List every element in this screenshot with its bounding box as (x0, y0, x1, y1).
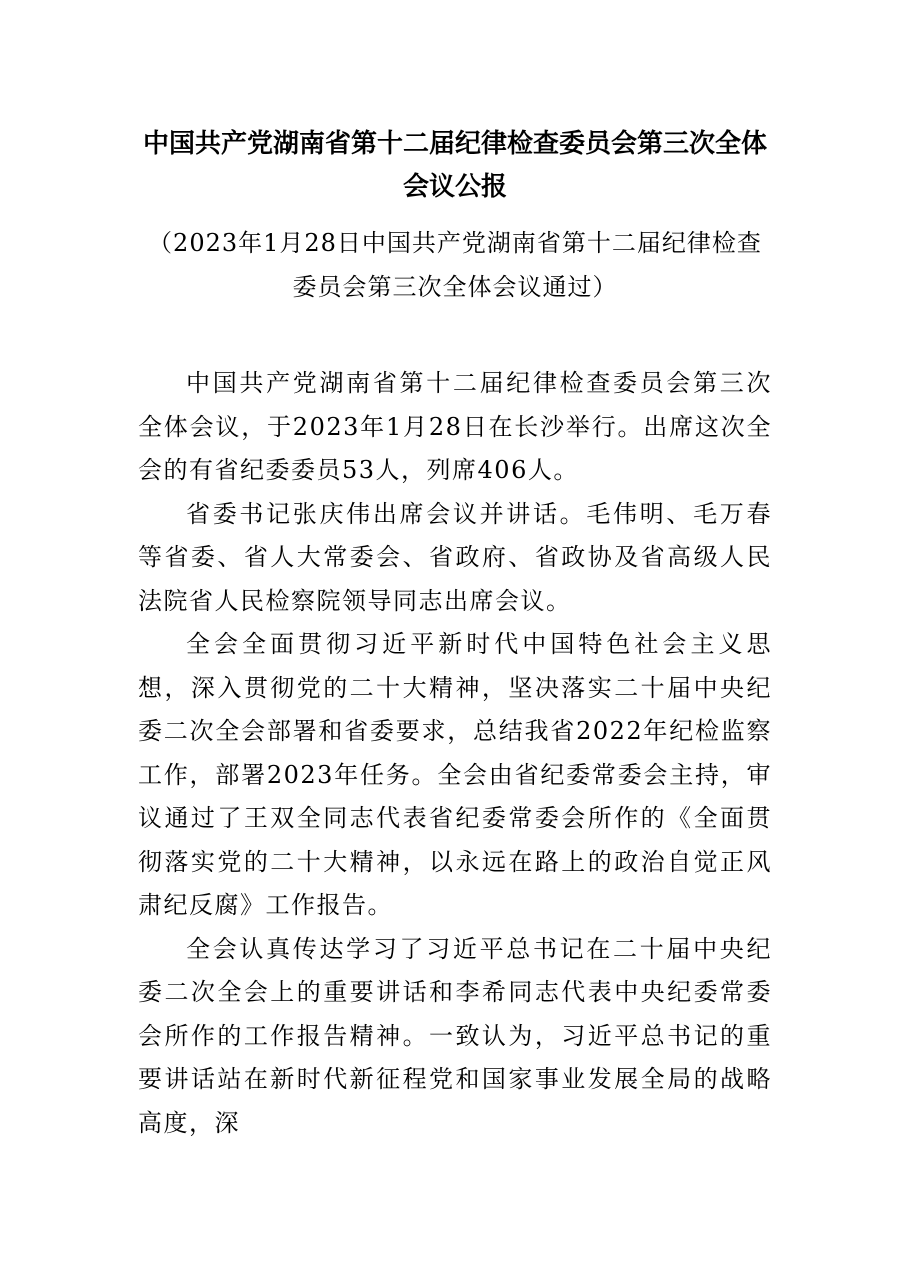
paragraph-meeting-info: 中国共产党湖南省第十二届纪律检查委员会第三次全体会议，于2023年1月28日在长沙举行。出席这次全会的有省纪委委员53人，列席406人。 (138, 369, 772, 484)
paragraph-work-report: 全会全面贯彻习近平新时代中国特色社会主义思想，深入贯彻党的二十大精神，坚决落实二十届中央纪委二次全会部署和省委要求，总结我省2022年纪检监察工作，部署2023年任务。全会由省纪委常委会主持，审议通过了王双全同志代表省纪委常委会所作的《全面贯彻落实党的二十大精神，以永远在路上的政治自觉正风肃纪反腐》工作报告。 (138, 630, 772, 919)
document-body (138, 362, 772, 1145)
document-subtitle: （2023年1月28日中国共产党湖南省第十二届纪律检查委员会第三次全体会议通过） (148, 229, 762, 301)
paragraph-attendance: 省委书记张庆伟出席会议并讲话。毛伟明、毛万春等省委、省人大常委会、省政府、省政协及省高级人民法院省人民检察院领导同志出席会议。 (138, 499, 772, 615)
paragraph-study: 全会认真传达学习了习近平总书记在二十届中央纪委二次全会上的重要讲话和李希同志代表中央纪委常委会所作的工作报告精神。一致认为，习近平总书记的重要讲话站在新时代新征程党和国家事业发展全局的战略高度，深 (138, 934, 772, 1137)
document-title: 中国共产党湖南省第十二届纪律检查委员会第三次全体会议公报 (142, 129, 767, 202)
